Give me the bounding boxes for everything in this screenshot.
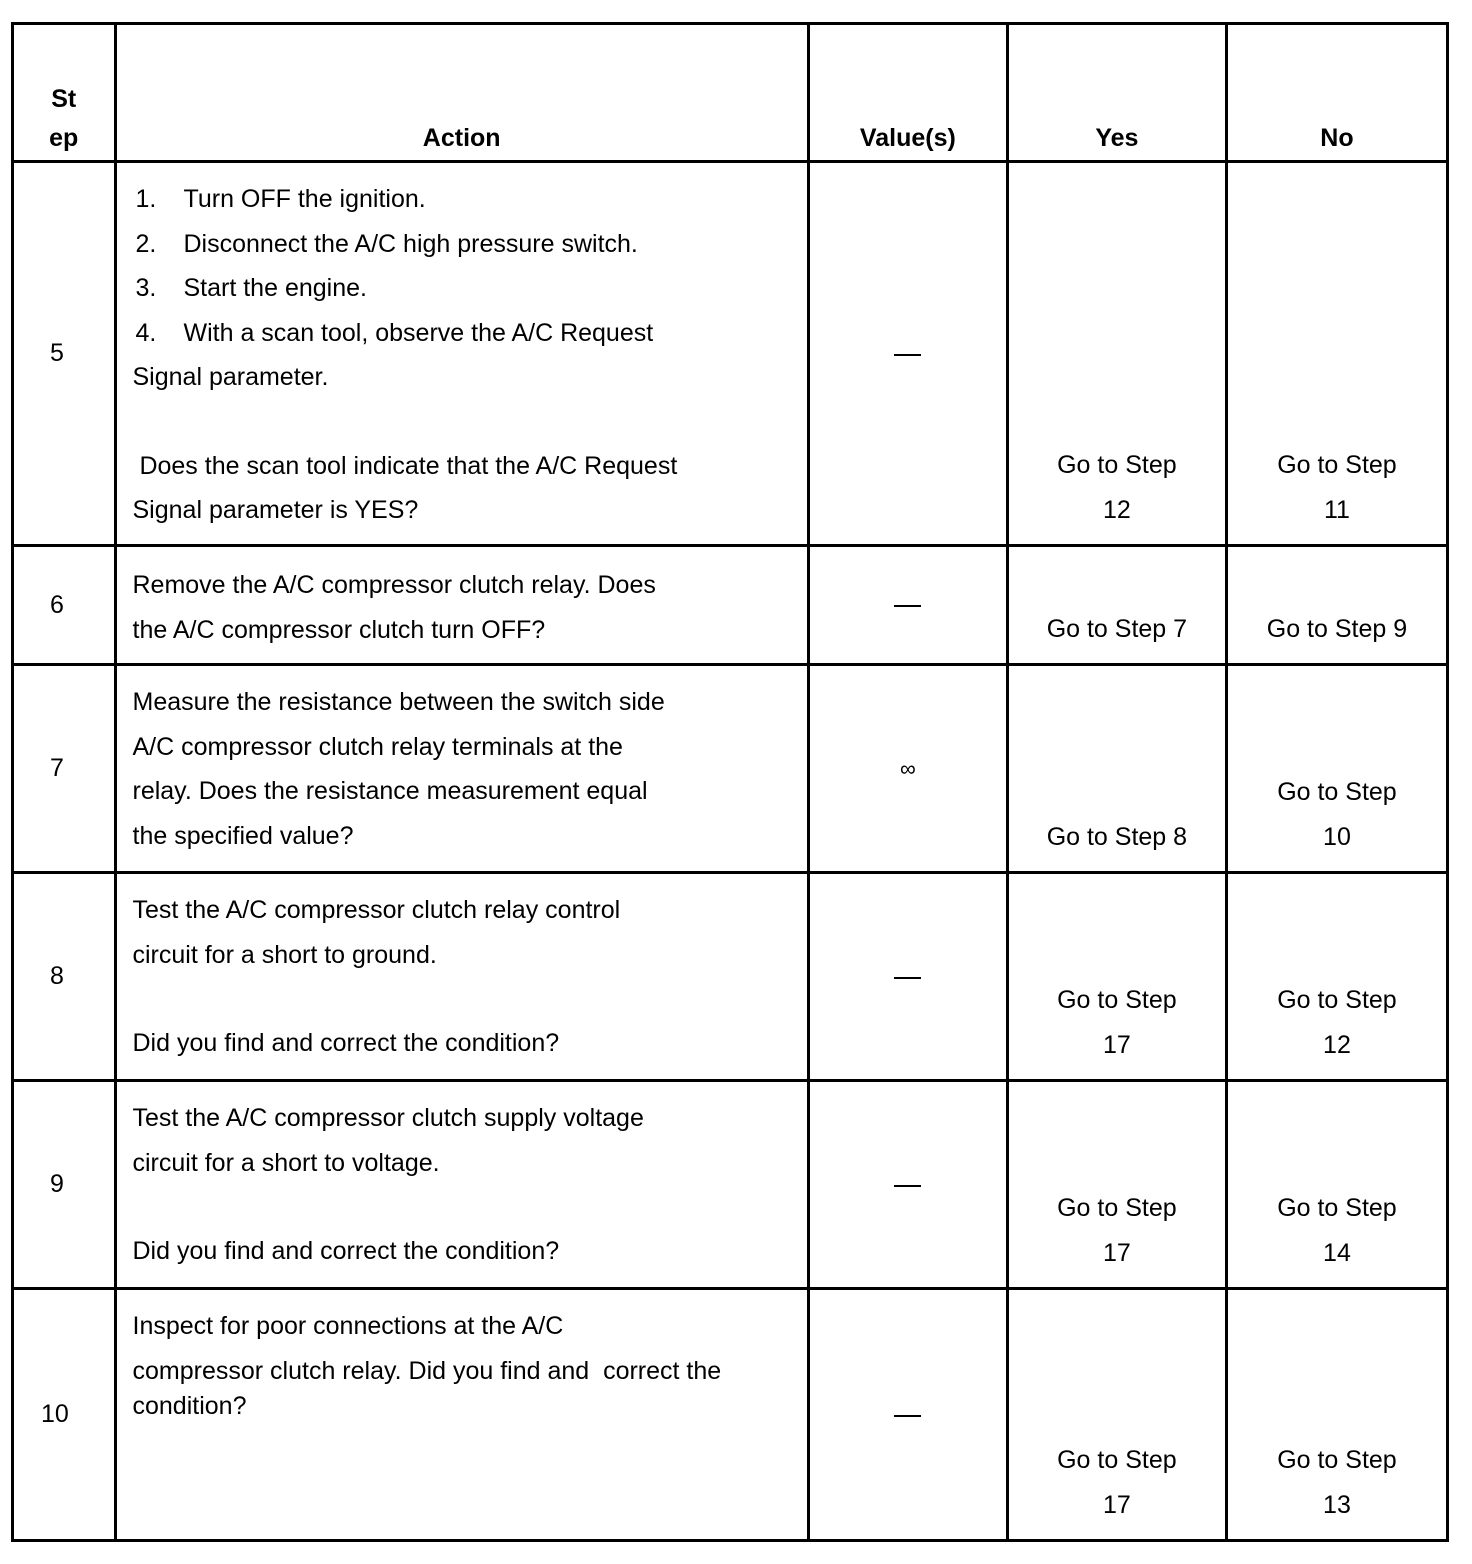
action-line: Inspect for poor connections at the A/C <box>132 1312 564 1340</box>
action-line: compressor clutch relay. Did you find and correct the <box>132 1356 722 1385</box>
dash-value <box>894 605 921 607</box>
action-line: the specified value? <box>132 821 354 850</box>
step-number: 8 <box>13 873 116 1081</box>
table-row <box>13 1081 1448 1289</box>
no-cell <box>1226 546 1447 665</box>
list-item-number: 2. <box>135 229 157 258</box>
list-item <box>133 177 793 222</box>
action-line: Test the A/C compressor clutch supply voltage <box>132 1104 644 1132</box>
value-cell <box>808 1081 1007 1289</box>
action-line: relay. Does the resistance measurement equal <box>132 777 648 805</box>
value-cell <box>808 1289 1007 1541</box>
no-goto-step: 12 <box>1323 1030 1351 1059</box>
step-number: 6 <box>13 546 116 665</box>
no-cell <box>1226 1081 1447 1289</box>
action-question: Did you find and correct the condition? <box>132 1029 560 1057</box>
yes-goto-text: Go to Step 8 <box>1046 822 1188 851</box>
list-item-number: 4. <box>135 318 157 347</box>
header-action: Action <box>115 24 808 162</box>
no-cell <box>1226 1289 1447 1541</box>
yes-cell <box>1007 546 1226 665</box>
yes-cell <box>1007 1289 1226 1541</box>
no-cell <box>1226 665 1447 873</box>
no-goto-step: 11 <box>1323 495 1350 524</box>
dash-value <box>894 977 921 979</box>
yes-goto-step: 17 <box>1102 1238 1131 1267</box>
value-cell <box>808 546 1007 665</box>
no-goto-text: Go to Step <box>1277 1194 1397 1222</box>
no-cell <box>1226 162 1447 546</box>
dash-value <box>894 1185 921 1187</box>
action-cell <box>115 1081 808 1289</box>
yes-goto-text: Go to Step <box>1057 1194 1177 1222</box>
list-item <box>133 222 793 267</box>
table-row <box>13 665 1448 873</box>
no-goto-step: 13 <box>1323 1490 1351 1519</box>
yes-goto-text: Go to Step 7 <box>1046 614 1188 643</box>
dash-value <box>894 354 921 356</box>
yes-goto-text: Go to Step <box>1057 1446 1177 1474</box>
yes-goto-step: 12 <box>1102 495 1131 524</box>
no-cell <box>1226 873 1447 1081</box>
yes-cell <box>1007 873 1226 1081</box>
action-cell <box>115 873 808 1081</box>
action-line: circuit for a short to ground. <box>132 940 437 969</box>
no-goto-text: Go to Step <box>1277 1446 1397 1474</box>
list-item-number: 1. <box>135 185 157 213</box>
no-goto-text: Go to Step <box>1277 986 1397 1014</box>
list-item-text: Disconnect the A/C high pressure switch. <box>183 229 638 258</box>
step-number: 5 <box>13 162 116 546</box>
header-yes: Yes <box>1007 24 1226 162</box>
action-question-line-2: Signal parameter is YES? <box>132 496 419 524</box>
action-cell <box>115 1289 808 1541</box>
list-item <box>133 311 793 356</box>
action-cell <box>115 162 808 546</box>
value-cell <box>808 665 1007 873</box>
action-question-line-1: Does the scan tool indicate that the A/C Request <box>132 451 678 480</box>
table-row <box>13 546 1448 665</box>
action-cell <box>115 546 808 665</box>
header-step-line-2: ep <box>49 124 79 152</box>
action-line: condition? <box>132 1392 247 1420</box>
yes-cell <box>1007 665 1226 873</box>
action-question: Did you find and correct the condition? <box>132 1237 560 1265</box>
header-no: No <box>1226 24 1447 162</box>
list-item-text: With a scan tool, observe the A/C Request <box>183 318 654 347</box>
yes-goto-text: Go to Step <box>1057 451 1177 479</box>
no-goto-text: Go to Step <box>1277 451 1397 479</box>
list-item-number: 3. <box>135 274 157 302</box>
header-step-line-1: St <box>51 85 77 113</box>
action-line: the A/C compressor clutch turn OFF? <box>132 615 546 644</box>
step-number: 9 <box>13 1081 116 1289</box>
infinity-value: ∞ <box>900 755 916 781</box>
value-cell <box>808 162 1007 546</box>
table-row <box>13 873 1448 1081</box>
yes-goto-step: 17 <box>1102 1490 1131 1519</box>
action-line: circuit for a short to voltage. <box>132 1148 440 1177</box>
no-goto-step: 10 <box>1323 822 1351 851</box>
list-continuation: Signal parameter. <box>132 363 329 391</box>
yes-goto-step: 17 <box>1102 1030 1131 1059</box>
no-goto-step: 14 <box>1323 1238 1351 1267</box>
yes-cell <box>1007 162 1226 546</box>
action-line: Measure the resistance between the switch side <box>132 688 665 716</box>
table-row <box>13 1289 1448 1541</box>
no-goto-text: Go to Step <box>1277 778 1397 806</box>
action-cell <box>115 665 808 873</box>
list-item <box>133 266 793 311</box>
action-line: Remove the A/C compressor clutch relay. Does <box>132 571 656 599</box>
yes-cell <box>1007 1081 1226 1289</box>
header-step <box>13 24 116 162</box>
step-number: 7 <box>13 665 116 873</box>
yes-goto-text: Go to Step <box>1057 986 1177 1014</box>
value-cell <box>808 873 1007 1081</box>
table-header-row <box>13 24 1448 162</box>
action-line: A/C compressor clutch relay terminals at the <box>132 732 623 761</box>
table-row <box>13 162 1448 546</box>
action-line: Test the A/C compressor clutch relay control <box>132 896 621 924</box>
no-goto-text: Go to Step 9 <box>1266 614 1408 643</box>
diagnostic-table <box>11 22 1449 1542</box>
step-number: 10 <box>13 1289 116 1541</box>
dash-value <box>894 1415 921 1417</box>
list-item-text: Start the engine. <box>183 274 367 302</box>
header-values: Value(s) <box>808 24 1007 162</box>
list-item-text: Turn OFF the ignition. <box>183 185 426 213</box>
